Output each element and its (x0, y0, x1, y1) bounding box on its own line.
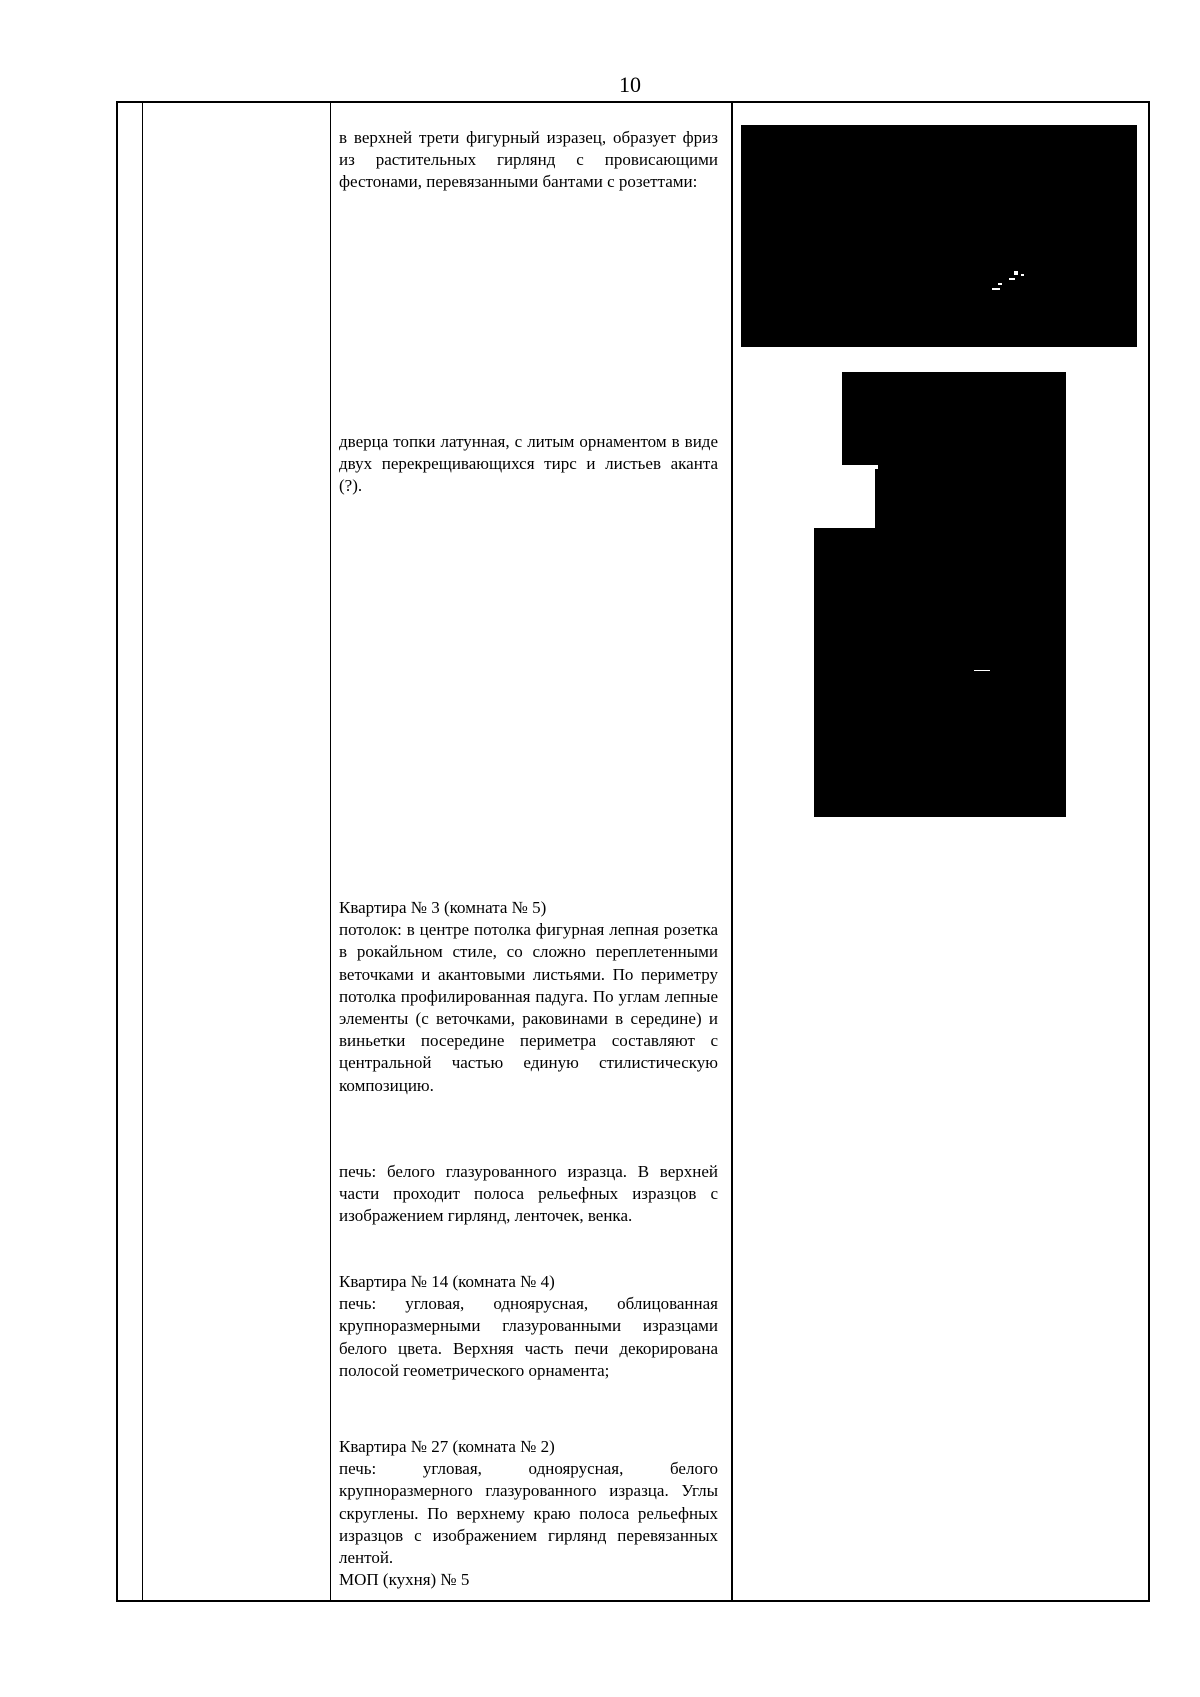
paragraph: печь: угловая, одноярусная, белого крупноразмерного глазурованного изразца. Углы скруглены. По верхнему краю полоса рельефных изразцов с изображением гирлянд перевязанных лентой. (339, 1459, 718, 1568)
heading-line: Квартира № 14 (комната № 4) (339, 1272, 555, 1291)
text-block-apartment-3-stove (339, 1161, 718, 1228)
table-bottom-border (116, 1600, 1150, 1602)
column-divider-1 (142, 101, 143, 1602)
column-divider-3 (731, 101, 733, 1602)
photo-tile-frieze (741, 125, 1137, 347)
heading-line: Квартира № 27 (комната № 2) (339, 1437, 555, 1456)
paragraph: в верхней трети фигурный изразец, образует фриз из растительных гирлянд с провисающими фестонами, перевязанными бантами с розеттами: (339, 128, 718, 192)
column-divider-2 (330, 101, 331, 1602)
text-block-frieze (339, 127, 718, 194)
table-right-border (1148, 101, 1150, 1602)
text-block-apartment-3 (339, 897, 718, 1097)
heading-line: МОП (кухня) № 5 (339, 1570, 470, 1590)
paragraph: печь: белого глазурованного изразца. В верхней части проходит полоса рельефных изразцов с изображением гирлянд, ленточек, венка. (339, 1162, 718, 1226)
table-top-border (116, 101, 1150, 103)
heading-line: Квартира № 3 (комната № 5) (339, 898, 547, 917)
page-number: 10 (619, 72, 641, 97)
text-block-apartment-14 (339, 1271, 718, 1382)
paragraph: потолок: в центре потолка фигурная лепная розетка в рокайльном стиле, со сложно переплетенными веточками и акантовыми листьями. По периметру потолка профилированная падуга. По углам лепные элементы (с веточками, раковинами в середине) и виньетки посередине периметра составляют с центральной частью единую стилистическую композицию. (339, 920, 718, 1095)
text-block-apartment-27 (339, 1436, 718, 1591)
text-block-door (339, 431, 718, 498)
photo-door (814, 372, 1066, 817)
table-left-border (116, 101, 118, 1602)
paragraph: печь: угловая, одноярусная, облицованная крупноразмерными глазурованными изразцами белого цвета. Верхняя часть печи декорирована полосой геометрического орнамента; (339, 1294, 718, 1380)
paragraph: дверца топки латунная, с литым орнаментом в виде двух перекрещивающихся тирс и листьев аканта (?). (339, 432, 718, 496)
